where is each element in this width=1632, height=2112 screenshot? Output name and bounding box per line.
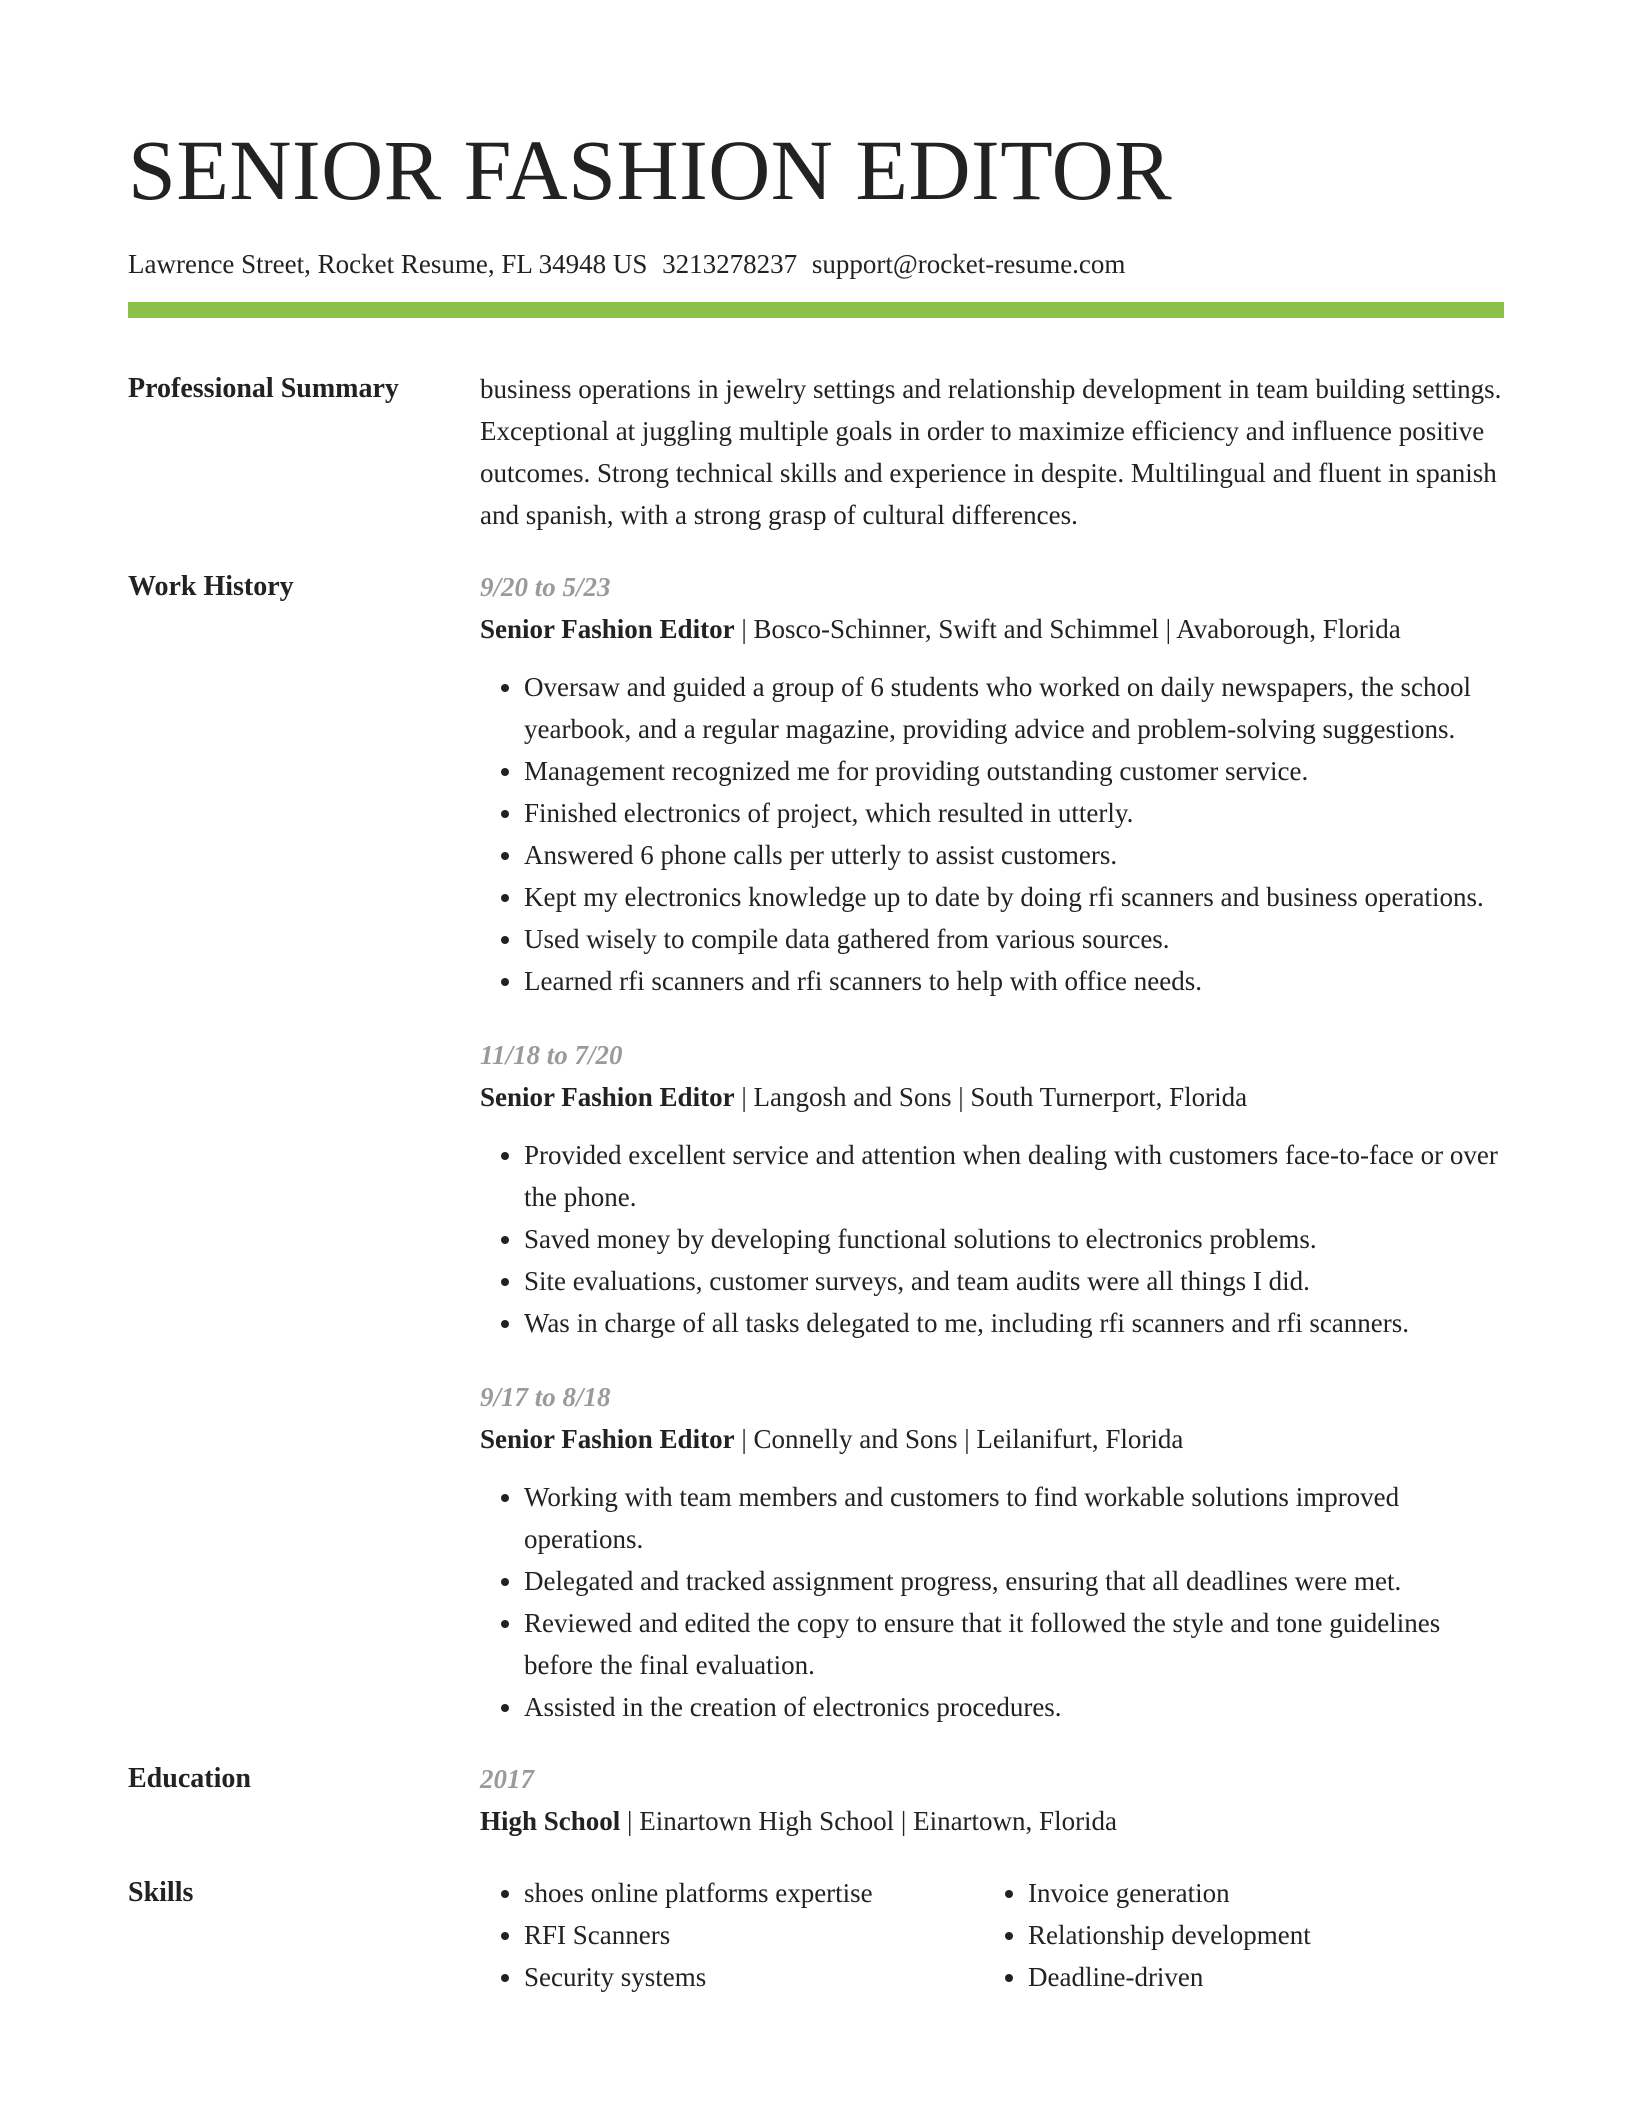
education-body xyxy=(480,1758,1504,1842)
skill-item: • Invoice generation xyxy=(1028,1872,1488,1914)
job-bullet: • Site evaluations, customer surveys, and team audits were all things I did. xyxy=(524,1260,1504,1302)
job-entry xyxy=(480,566,1504,1002)
education-heading xyxy=(480,1800,1504,1842)
job-heading xyxy=(480,608,1504,650)
job-bullet: • Saved money by developing functional solutions to electronics problems. xyxy=(524,1218,1504,1260)
job-bullet: • Management recognized me for providing outstanding customer service. xyxy=(524,750,1504,792)
section-title-summary: Professional Summary xyxy=(128,373,399,404)
skills-section xyxy=(128,1872,1504,1998)
job-bullet: • Learned rfi scanners and rfi scanners to help with office needs. xyxy=(524,960,1504,1002)
job-bullets xyxy=(480,1134,1504,1344)
job-bullet: • Delegated and tracked assignment progress, ensuring that all deadlines were met. xyxy=(524,1560,1504,1602)
contact-email: support@rocket-resume.com xyxy=(811,249,1126,279)
job-bullet: • Kept my electronics knowledge up to date by doing rfi scanners and business operations. xyxy=(524,876,1504,918)
job-title: Senior Fashion Editor xyxy=(480,1082,735,1112)
job-bullet: • Oversaw and guided a group of 6 students who worked on daily newspapers, the school yearbook, and a regular magazine, providing advice and problem-solving suggestions. xyxy=(524,666,1504,750)
section-title-education: Education xyxy=(128,1763,251,1794)
job-bullet: • Provided excellent service and attention when dealing with customers face-to-face or over the phone. xyxy=(524,1134,1504,1218)
job-details: | Connelly and Sons | Leilanifurt, Florida xyxy=(734,1424,1184,1454)
contact-phone: 3213278237 xyxy=(662,249,798,279)
work-history-body xyxy=(480,566,1504,1728)
summary-body xyxy=(480,368,1504,536)
summary-section xyxy=(128,368,1504,536)
summary-text: business operations in jewelry settings and relationship development in team building settings. Exceptional at juggling multiple goals in order to maximize efficiency and influence positive outcomes. Strong technical skills and experience in despite. Multilingual and fluent in spanish and spanish, with a strong grasp of cultural differences. xyxy=(480,374,1502,530)
job-bullets xyxy=(480,1476,1504,1728)
education-degree: High School xyxy=(480,1806,621,1836)
accent-divider xyxy=(128,302,1504,318)
job-entry xyxy=(480,1034,1504,1344)
job-bullets xyxy=(480,666,1504,1002)
job-title: Senior Fashion Editor xyxy=(480,614,735,644)
job-heading xyxy=(480,1418,1504,1460)
job-dates: 9/17 to 8/18 xyxy=(480,1382,611,1412)
education-year: 2017 xyxy=(480,1764,534,1794)
skill-item: • Security systems xyxy=(524,1956,984,1998)
skill-item: • Relationship development xyxy=(1028,1914,1488,1956)
contact-address: Lawrence Street, Rocket Resume, FL 34948 US xyxy=(128,249,648,279)
skills-body xyxy=(480,1872,1504,1998)
skills-list-left xyxy=(480,1872,984,1998)
job-bullet: • Was in charge of all tasks delegated to me, including rfi scanners and rfi scanners. xyxy=(524,1302,1504,1344)
education-details: | Einartown High School | Einartown, Florida xyxy=(620,1806,1118,1836)
job-bullet: • Working with team members and customers to find workable solutions improved operations. xyxy=(524,1476,1504,1560)
job-bullet: • Reviewed and edited the copy to ensure that it followed the style and tone guidelines before the final evaluation. xyxy=(524,1602,1504,1686)
job-dates: 11/18 to 7/20 xyxy=(480,1040,623,1070)
job-heading xyxy=(480,1076,1504,1118)
skill-item: • RFI Scanners xyxy=(524,1914,984,1956)
section-title-work: Work History xyxy=(128,571,294,602)
job-entry xyxy=(480,1376,1504,1728)
job-details: | Langosh and Sons | South Turnerport, Florida xyxy=(734,1082,1248,1112)
section-title-skills: Skills xyxy=(128,1877,194,1908)
skills-list-right xyxy=(984,1872,1488,1998)
skill-item: • shoes online platforms expertise xyxy=(524,1872,984,1914)
resume-name: SENIOR FASHION EDITOR xyxy=(128,122,1173,218)
job-bullet: • Finished electronics of project, which resulted in utterly. xyxy=(524,792,1504,834)
job-dates: 9/20 to 5/23 xyxy=(480,572,611,602)
education-section xyxy=(128,1758,1504,1842)
job-details: | Bosco-Schinner, Swift and Schimmel | Avaborough, Florida xyxy=(734,614,1401,644)
contact-line xyxy=(128,246,1504,282)
job-title: Senior Fashion Editor xyxy=(480,1424,735,1454)
work-history-section xyxy=(128,566,1504,1728)
job-bullet: • Used wisely to compile data gathered from various sources. xyxy=(524,918,1504,960)
job-bullet: • Answered 6 phone calls per utterly to assist customers. xyxy=(524,834,1504,876)
skill-item: • Deadline-driven xyxy=(1028,1956,1488,1998)
job-bullet: • Assisted in the creation of electronics procedures. xyxy=(524,1686,1504,1728)
